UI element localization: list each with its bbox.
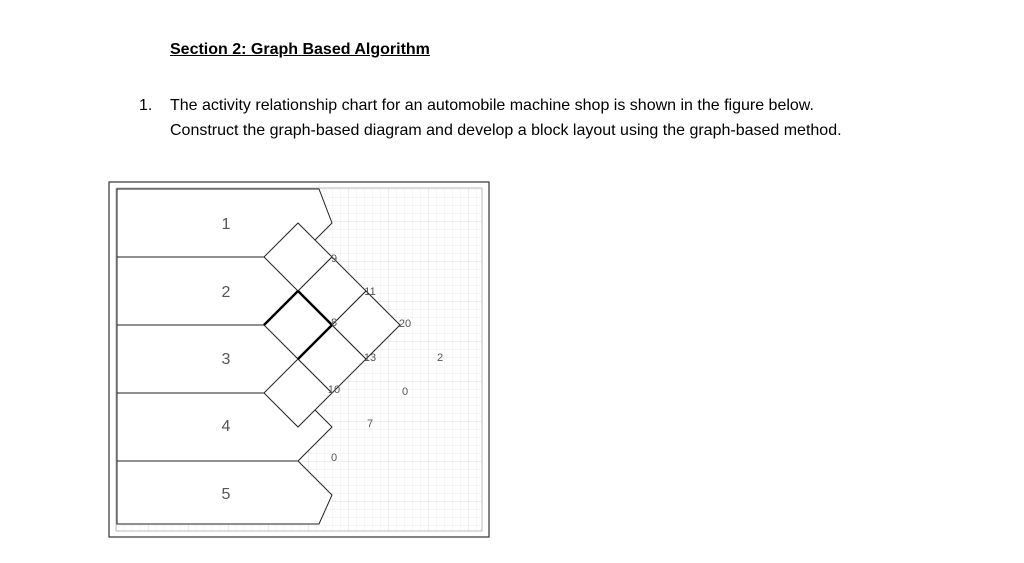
department-label-4: 4 — [221, 418, 231, 435]
question-number: 1. — [139, 97, 153, 114]
relationship-value-2-4: 13 — [363, 352, 377, 364]
relationship-value-1-2: 9 — [330, 253, 338, 265]
department-label-2: 2 — [221, 284, 231, 301]
question-line-2: Construct the graph-based diagram and develop a block layout using the graph-based method. — [170, 122, 842, 139]
question-line-1: The activity relationship chart for an automobile machine shop is shown in the figure below. — [170, 97, 814, 114]
relationship-value-2-5: 0 — [401, 386, 409, 398]
department-label-3: 3 — [221, 351, 231, 368]
relationship-value-4-5: 0 — [330, 452, 338, 464]
relationship-value-1-3: 11 — [364, 286, 376, 298]
relationship-value-1-5: 2 — [436, 352, 444, 364]
relationship-value-3-4: 10 — [327, 384, 341, 396]
relationship-value-3-5: 7 — [366, 418, 374, 430]
relationship-value-1-4: 20 — [398, 318, 412, 330]
section-heading: Section 2: Graph Based Algorithm — [170, 41, 430, 58]
question-text — [170, 93, 950, 143]
department-label-5: 5 — [221, 486, 231, 503]
relationship-value-2-3: 8 — [330, 317, 338, 329]
activity-relationship-chart — [108, 181, 490, 538]
department-label-1: 1 — [221, 216, 231, 233]
